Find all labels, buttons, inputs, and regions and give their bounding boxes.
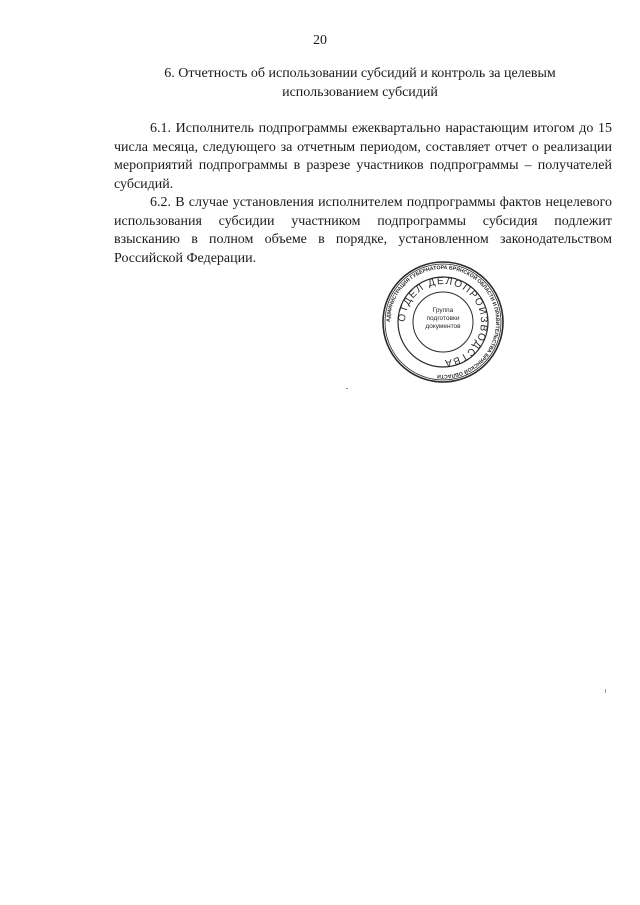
- scan-speck: [346, 388, 348, 389]
- paragraph-6-2: 6.2. В случае установления исполнителем подпрограммы фактов нецелевого использования субсидии участником подпрограммы субсидия подлежит взысканию в полном объеме в порядке, установленном законодательством Российской Федерации.: [114, 195, 612, 266]
- stamp-inner-text: ОТДЕЛ ДЕЛОПРОИЗВОДСТВА: [396, 275, 490, 369]
- page-number: 20: [313, 33, 327, 48]
- section-heading-line-1: 6. Отчетность об использовании субсидий и контроль за целевым: [164, 66, 556, 81]
- section-heading: [160, 64, 560, 102]
- body-text: [114, 120, 612, 268]
- stamp-outer-text: АДМИНИСТРАЦИЯ ГУБЕРНАТОРА БРЯНСКОЙ ОБЛАСТИ И ПРАВИТЕЛЬСТВА БРЯНСКОЙ ОБЛАСТИ: [385, 264, 501, 380]
- scan-speck: [605, 689, 606, 693]
- section-heading-line-2: использованием субсидий: [282, 85, 438, 100]
- paragraph-6-1: 6.1. Исполнитель подпрограммы ежеквартально нарастающим итогом до 15 числа месяца, следующего за отчетным периодом, составляет отчет о реализации мероприятий подпрограммы в разрезе участников подпрограммы – получателей субсидий.: [114, 121, 612, 192]
- stamp-center-text: Группа подготовки документов: [425, 307, 461, 330]
- official-stamp: [381, 260, 505, 384]
